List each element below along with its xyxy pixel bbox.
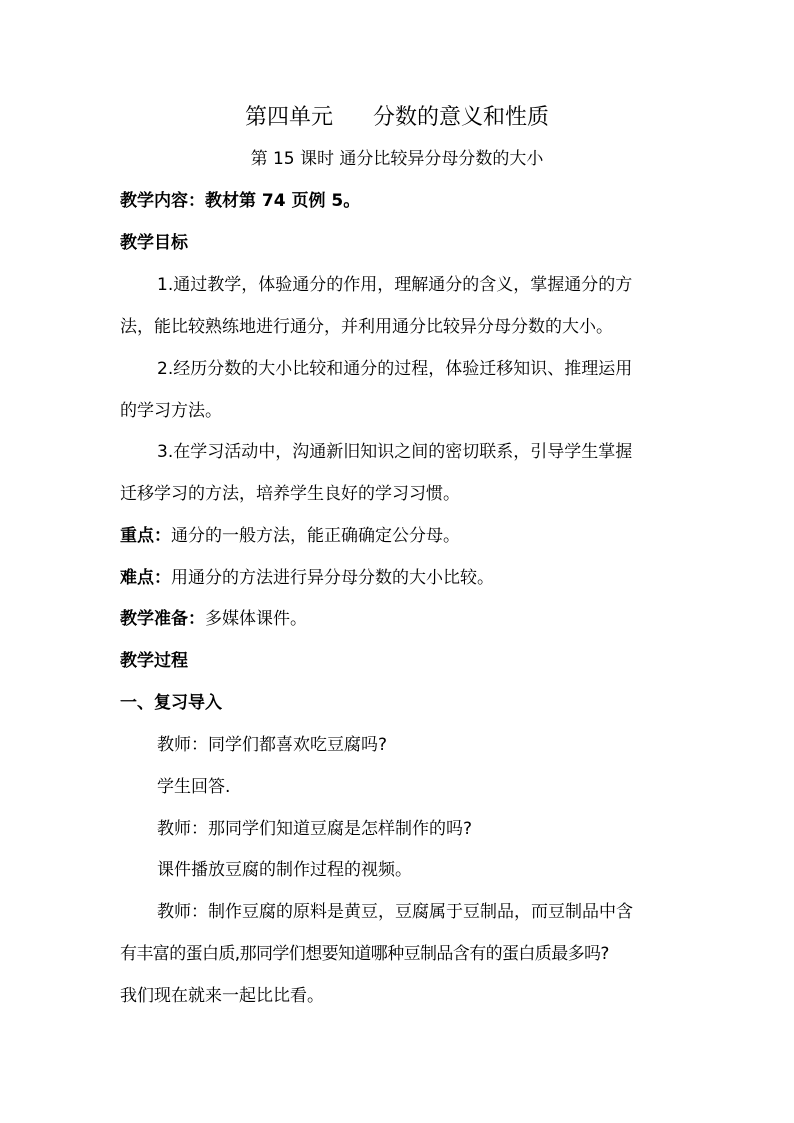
process-heading: 教学过程: [120, 651, 188, 671]
difficulty-text: 用通分的方法进行异分母分数的大小比较。: [171, 568, 494, 588]
key-point-text: 通分的一般方法，能正确确定公分母。: [171, 526, 460, 546]
difficulty: [120, 567, 680, 589]
preparation: [120, 608, 680, 630]
objective-1-line-2: 法，能比较熟练地进行通分，并利用通分比较异分母分数的大小。: [120, 317, 613, 337]
objective-1-line-1: 1.通过教学，体验通分的作用，理解通分的含义，掌握通分的方: [157, 275, 633, 295]
objectives-heading: 教学目标: [120, 233, 188, 253]
objective-2-line-1: 2.经历分数的大小比较和通分的过程，体验迁移知识、推理运用: [157, 359, 633, 379]
paragraph-5-line-3: 我们现在就来一起比比看。: [120, 986, 324, 1006]
objective-2-line-2: 的学习方法。: [120, 401, 222, 421]
key-point-label: 重点：: [120, 526, 171, 546]
topic-title: 分数的意义和性质: [373, 105, 550, 130]
paragraph-3: 教师：那同学们知道豆腐是怎样制作的吗?: [157, 819, 473, 839]
paragraph-2: 学生回答.: [157, 777, 231, 797]
section-1-heading: 一、复习导入: [120, 693, 222, 713]
preparation-label: 教学准备：: [120, 609, 205, 629]
difficulty-label: 难点：: [120, 568, 171, 588]
paragraph-5-line-2: 有丰富的蛋白质,那同学们想要知道哪种豆制品含有的蛋白质最多吗?: [120, 944, 609, 964]
paragraph-1: 教师：同学们都喜欢吃豆腐吗?: [157, 735, 388, 755]
lesson-subtitle: 第 15 课时 通分比较异分母分数的大小: [250, 149, 544, 169]
page-title: [0, 104, 794, 132]
key-point: [120, 525, 680, 547]
paragraph-5-line-1: 教师：制作豆腐的原料是黄豆，豆腐属于豆制品，而豆制品中含: [157, 902, 633, 922]
objective-3-line-2: 迁移学习的方法，培养学生良好的学习习惯。: [120, 484, 460, 504]
unit-title: 第四单元: [244, 105, 333, 130]
paragraph-4: 课件播放豆腐的制作过程的视频。: [157, 860, 412, 880]
teaching-content: 教学内容：教材第 74 页例 5。: [120, 191, 361, 211]
preparation-text: 多媒体课件。: [205, 609, 307, 629]
objective-3-line-1: 3.在学习活动中，沟通新旧知识之间的密切联系，引导学生掌握: [157, 442, 633, 462]
